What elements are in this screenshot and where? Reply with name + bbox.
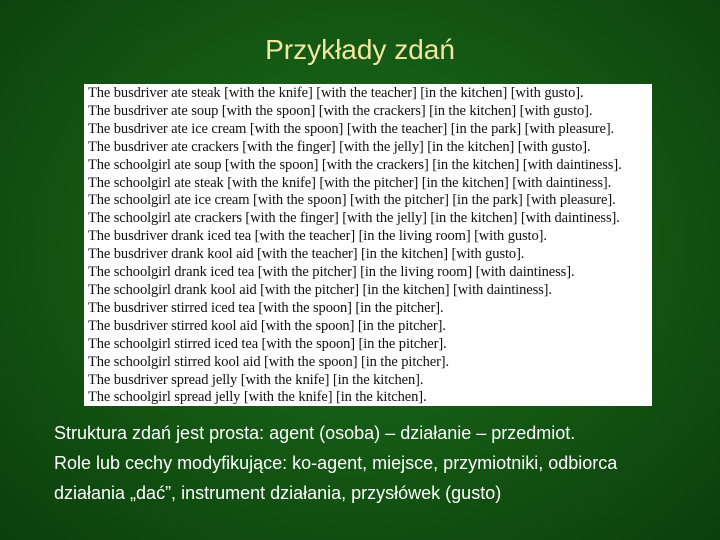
sentence-line: The busdriver ate crackers [with the finger] [with the jelly] [in the kitchen] [with gusto]. [88,138,591,155]
sentence-line: The schoolgirl drank kool aid [with the pitcher] [in the kitchen] [with daintiness]. [88,281,552,298]
example-sentences-image [84,84,652,406]
sentence-line: The schoolgirl ate steak [with the knife] [with the pitcher] [in the kitchen] [with daintiness]. [88,174,612,191]
sentence-line: The busdriver drank iced tea [with the teacher] [in the living room] [with gusto]. [88,228,547,245]
description-line: działania „dać”, instrument działania, przysłówek (gusto) [54,483,502,503]
description-line: Role lub cechy modyfikujące: ko-agent, miejsce, przymiotniki, odbiorca [54,453,618,473]
sentence-line: The schoolgirl ate crackers [with the finger] [with the jelly] [in the kitchen] [with daintiness]. [88,210,620,227]
sentence-line: The busdriver stirred iced tea [with the spoon] [in the pitcher]. [88,299,444,316]
sentence-line: The schoolgirl drank iced tea [with the pitcher] [in the living room] [with daintiness]. [88,264,575,281]
description-line: Struktura zdań jest prosta: agent (osoba) – działanie – przedmiot. [54,423,576,443]
sentence-line: The busdriver stirred kool aid [with the spoon] [in the pitcher]. [88,317,446,334]
sentence-line: The busdriver ate steak [with the knife] [with the teacher] [in the kitchen] [with gusto]. [88,85,584,101]
slide-title: Przykłady zdań [265,34,455,65]
slide-description [54,418,704,508]
sentence-line: The busdriver spread jelly [with the knife] [in the kitchen]. [88,371,424,388]
sentence-line: The schoolgirl stirred iced tea [with the spoon] [in the pitcher]. [88,335,447,352]
sentence-line: The busdriver drank kool aid [with the teacher] [in the kitchen] [with gusto]. [88,246,525,263]
sentence-line: The schoolgirl ate soup [with the spoon] [with the crackers] [in the kitchen] [with daintiness]. [88,156,622,173]
sentence-line: The busdriver ate soup [with the spoon] [with the crackers] [in the kitchen] [with gusto]. [88,102,593,119]
sentence-line: The schoolgirl stirred kool aid [with the spoon] [in the pitcher]. [88,353,450,370]
sentence-line: The busdriver ate ice cream [with the spoon] [with the teacher] [in the park] [with pleasure]. [88,120,615,137]
sentence-line: The schoolgirl ate ice cream [with the spoon] [with the pitcher] [in the park] [with pleasure]. [88,192,616,209]
sentence-line: The schoolgirl spread jelly [with the knife] [in the kitchen]. [88,389,427,406]
